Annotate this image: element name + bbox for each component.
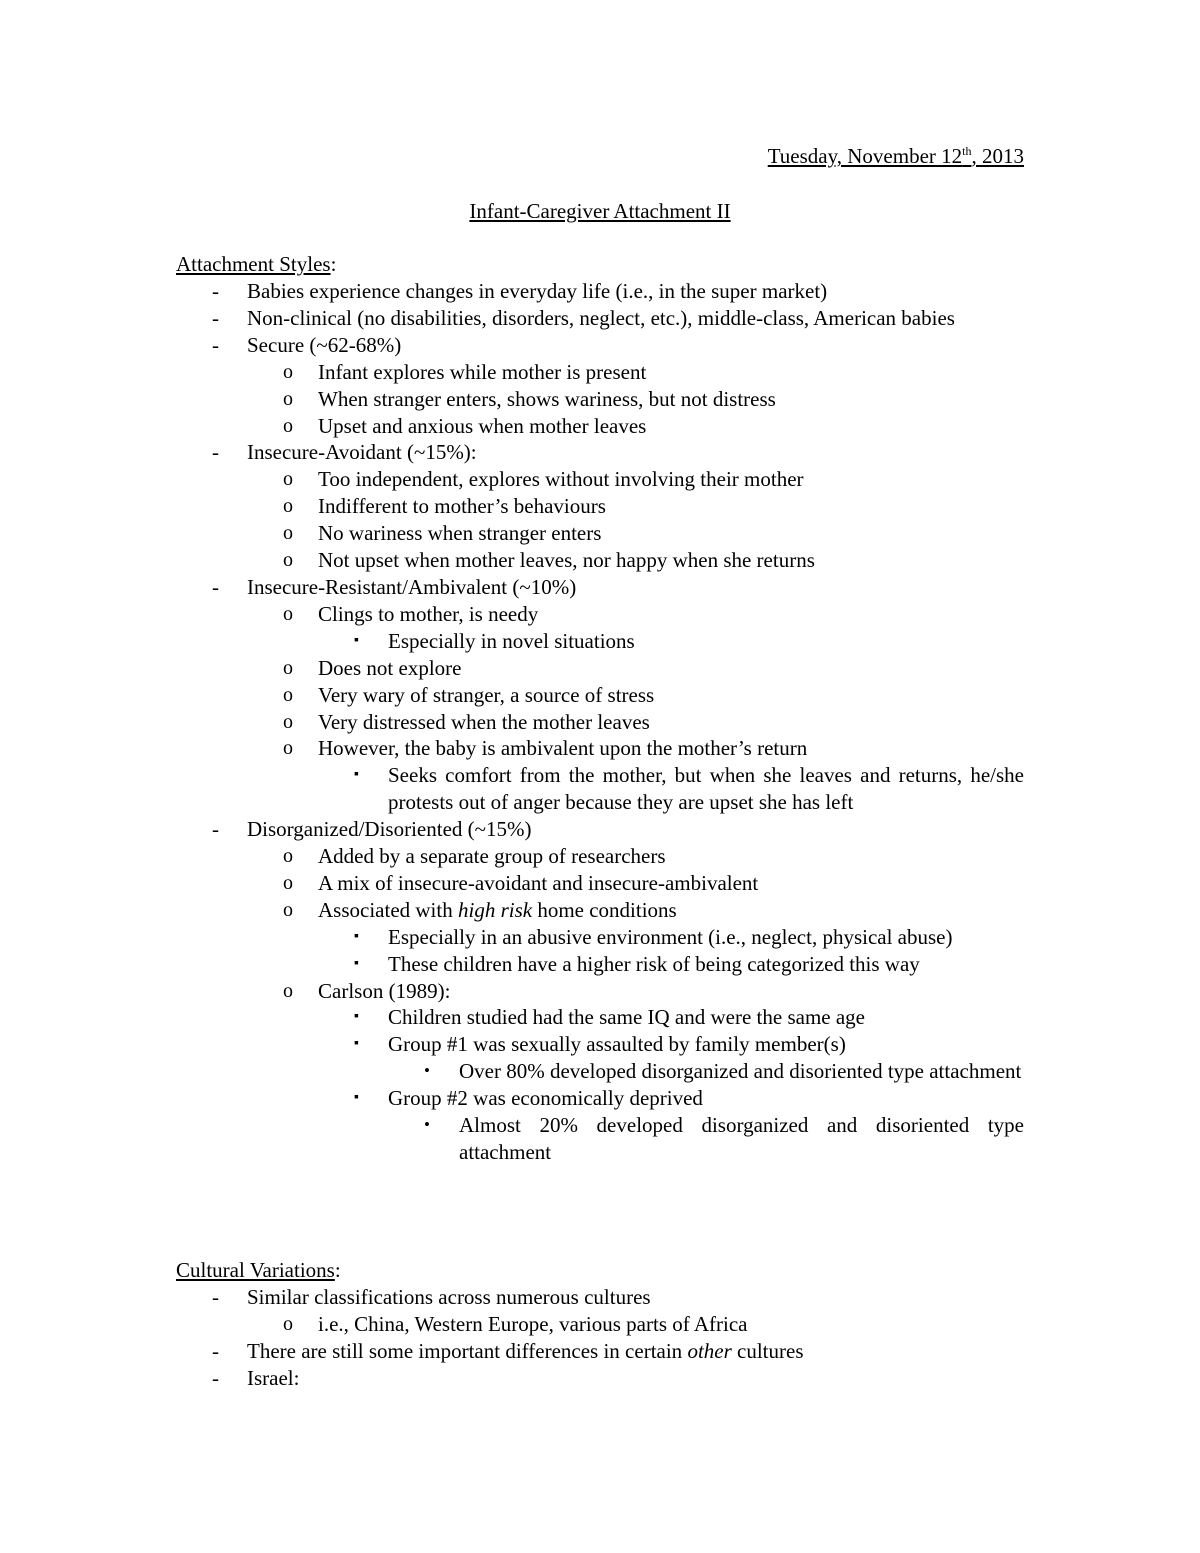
circle-bullet-icon: o [283,414,293,437]
list-item [176,1338,1024,1365]
circle-bullet-icon: o [283,871,293,894]
dash-bullet-icon: - [212,305,219,330]
list-item [176,466,1024,493]
circle-bullet-icon: o [283,898,293,921]
circle-bullet-icon: o [283,522,293,545]
list-item-text: A mix of insecure-avoidant and insecure-ambivalent [318,870,759,895]
dash-bullet-icon: - [212,1365,219,1390]
section-heading-text: Cultural Variations [176,1258,335,1282]
list-item-text: Upset and anxious when mother leaves [318,413,647,438]
date-text: Tuesday, November 12 [767,144,963,168]
list-item-text: Carlson (1989): [318,978,451,1003]
list-item [176,520,1024,547]
section-heading [176,251,1024,278]
list-item-text: i.e., China, Western Europe, various parts of Africa [318,1311,748,1336]
list-item [176,1058,1024,1085]
list-item [176,1112,1024,1166]
square-bullet-icon: ▪ [354,632,359,648]
square-bullet-icon: ▪ [354,767,359,783]
circle-bullet-icon: o [283,602,293,625]
list-item-text: Similar classifications across numerous cultures [247,1285,651,1309]
list-item [176,816,1024,843]
date-year: , 2013 [971,144,1024,168]
attachment-styles-section [176,251,1024,1166]
circle-bullet-icon: o [283,656,293,679]
list-item [176,1311,1024,1338]
section-heading [176,1257,1024,1284]
dot-bullet-icon: • [424,1115,430,1135]
list-item-text: Clings to mother, is needy [318,601,539,626]
list-item [176,1284,1024,1311]
section-heading-colon: : [330,252,337,276]
list-item [176,1031,1024,1058]
dot-bullet-icon: • [424,1061,430,1081]
list-item-text: Children studied had the same IQ and were the same age [388,1005,866,1030]
list-item [176,332,1024,359]
list-item [176,735,1024,762]
list-item-text: These children have a higher risk of being categorized this way [388,951,920,976]
list-item [176,1085,1024,1112]
list-item-text: Non-clinical (no disabilities, disorders, neglect, etc.), middle-class, American babies [247,305,955,330]
square-bullet-icon: ▪ [354,1090,359,1106]
list-item-text: Added by a separate group of researchers [318,844,666,869]
list-item [176,1004,1024,1031]
circle-bullet-icon: o [283,495,293,518]
dash-bullet-icon: - [212,1285,219,1309]
circle-bullet-icon: o [283,549,293,572]
list-item [176,574,1024,601]
list-item [176,924,1024,951]
emphasis-text: high risk [457,897,533,922]
list-item-text: Seeks comfort from the mother, but when she leaves and returns, he/she protests out of anger because they are upset she has left [388,763,1024,815]
dash-bullet-icon: - [212,817,219,842]
list-item-text: Israel: [247,1365,300,1390]
list-item-text: Babies experience changes in everyday life (i.e., in the super market) [247,279,828,303]
list-item-text: Group #2 was economically deprived [388,1086,703,1111]
list-item [176,870,1024,897]
list-item [176,628,1024,655]
list-item-text: However, the baby is ambivalent upon the mother’s return [318,736,808,761]
circle-bullet-icon: o [283,737,293,760]
list-item [176,709,1024,736]
circle-bullet-icon: o [283,1312,293,1335]
list-item-text: Insecure-Resistant/Ambivalent (~10%) [247,574,577,599]
list-item [176,439,1024,466]
list-item [176,897,1024,924]
list-item-text: Very distressed when the mother leaves [318,709,650,734]
list-item-text: Not upset when mother leaves, nor happy when she returns [318,548,815,573]
square-bullet-icon: ▪ [354,955,359,971]
list-item [176,386,1024,413]
circle-bullet-icon: o [283,710,293,733]
square-bullet-icon: ▪ [354,1036,359,1052]
list-item-text: Insecure-Avoidant (~15%): [247,440,477,465]
list-item-text: Secure (~62-68%) [247,332,402,357]
date-superscript: th [962,144,972,158]
circle-bullet-icon: o [283,979,293,1002]
list-item-text: Does not explore [318,655,462,680]
list-item [176,547,1024,574]
list-item-text: Very wary of stranger, a source of stress [318,682,655,707]
list-item [176,762,1024,816]
list-item-text: Infant explores while mother is present [318,359,647,384]
list-item [176,978,1024,1005]
dash-bullet-icon: - [212,332,219,357]
list-item-text: Especially in an abusive environment (i.e., neglect, physical abuse) [388,924,953,949]
section-heading-text: Attachment Styles [176,252,331,276]
list-item-text-end: cultures [731,1338,804,1363]
list-item-text: When stranger enters, shows wariness, but not distress [318,386,776,411]
list-item [176,655,1024,682]
date-line [768,143,1024,170]
list-item [176,601,1024,628]
list-item [176,951,1024,978]
circle-bullet-icon: o [283,387,293,410]
circle-bullet-icon: o [283,845,293,868]
list-item [176,278,1024,305]
list-item [176,682,1024,709]
cultural-variations-section [176,1257,1024,1392]
list-item-text: No wariness when stranger enters [318,521,602,546]
circle-bullet-icon: o [283,468,293,491]
list-item-text-end: home conditions [532,897,677,922]
square-bullet-icon: ▪ [354,928,359,944]
square-bullet-icon: ▪ [354,1009,359,1025]
section-heading-colon: : [334,1258,341,1282]
list-item-text: Almost 20% developed disorganized and disoriented type attachment [459,1113,1024,1164]
list-item-text-start: There are still some important differences in certain [247,1338,688,1363]
list-item [176,305,1024,332]
list-item-text: Too independent, explores without involving their mother [318,467,804,492]
list-item-text: Group #1 was sexually assaulted by family member(s) [388,1032,846,1057]
list-item [176,843,1024,870]
list-item-text-start: Associated with [318,897,458,922]
list-item [176,493,1024,520]
list-item [176,359,1024,386]
dash-bullet-icon: - [212,574,219,599]
dash-bullet-icon: - [212,440,219,465]
page-title: Infant-Caregiver Attachment II [469,199,731,223]
list-item [176,1365,1024,1392]
list-item-text: Disorganized/Disoriented (~15%) [247,817,532,842]
list-item-text: Over 80% developed disorganized and disoriented type attachment [459,1059,1022,1084]
dash-bullet-icon: - [212,1338,219,1363]
list-item-text: Especially in novel situations [388,628,635,653]
circle-bullet-icon: o [283,683,293,706]
list-item [176,413,1024,440]
dash-bullet-icon: - [212,279,219,303]
list-item-text: Indifferent to mother’s behaviours [318,494,606,519]
circle-bullet-icon: o [283,360,293,383]
emphasis-text: other [687,1338,732,1363]
